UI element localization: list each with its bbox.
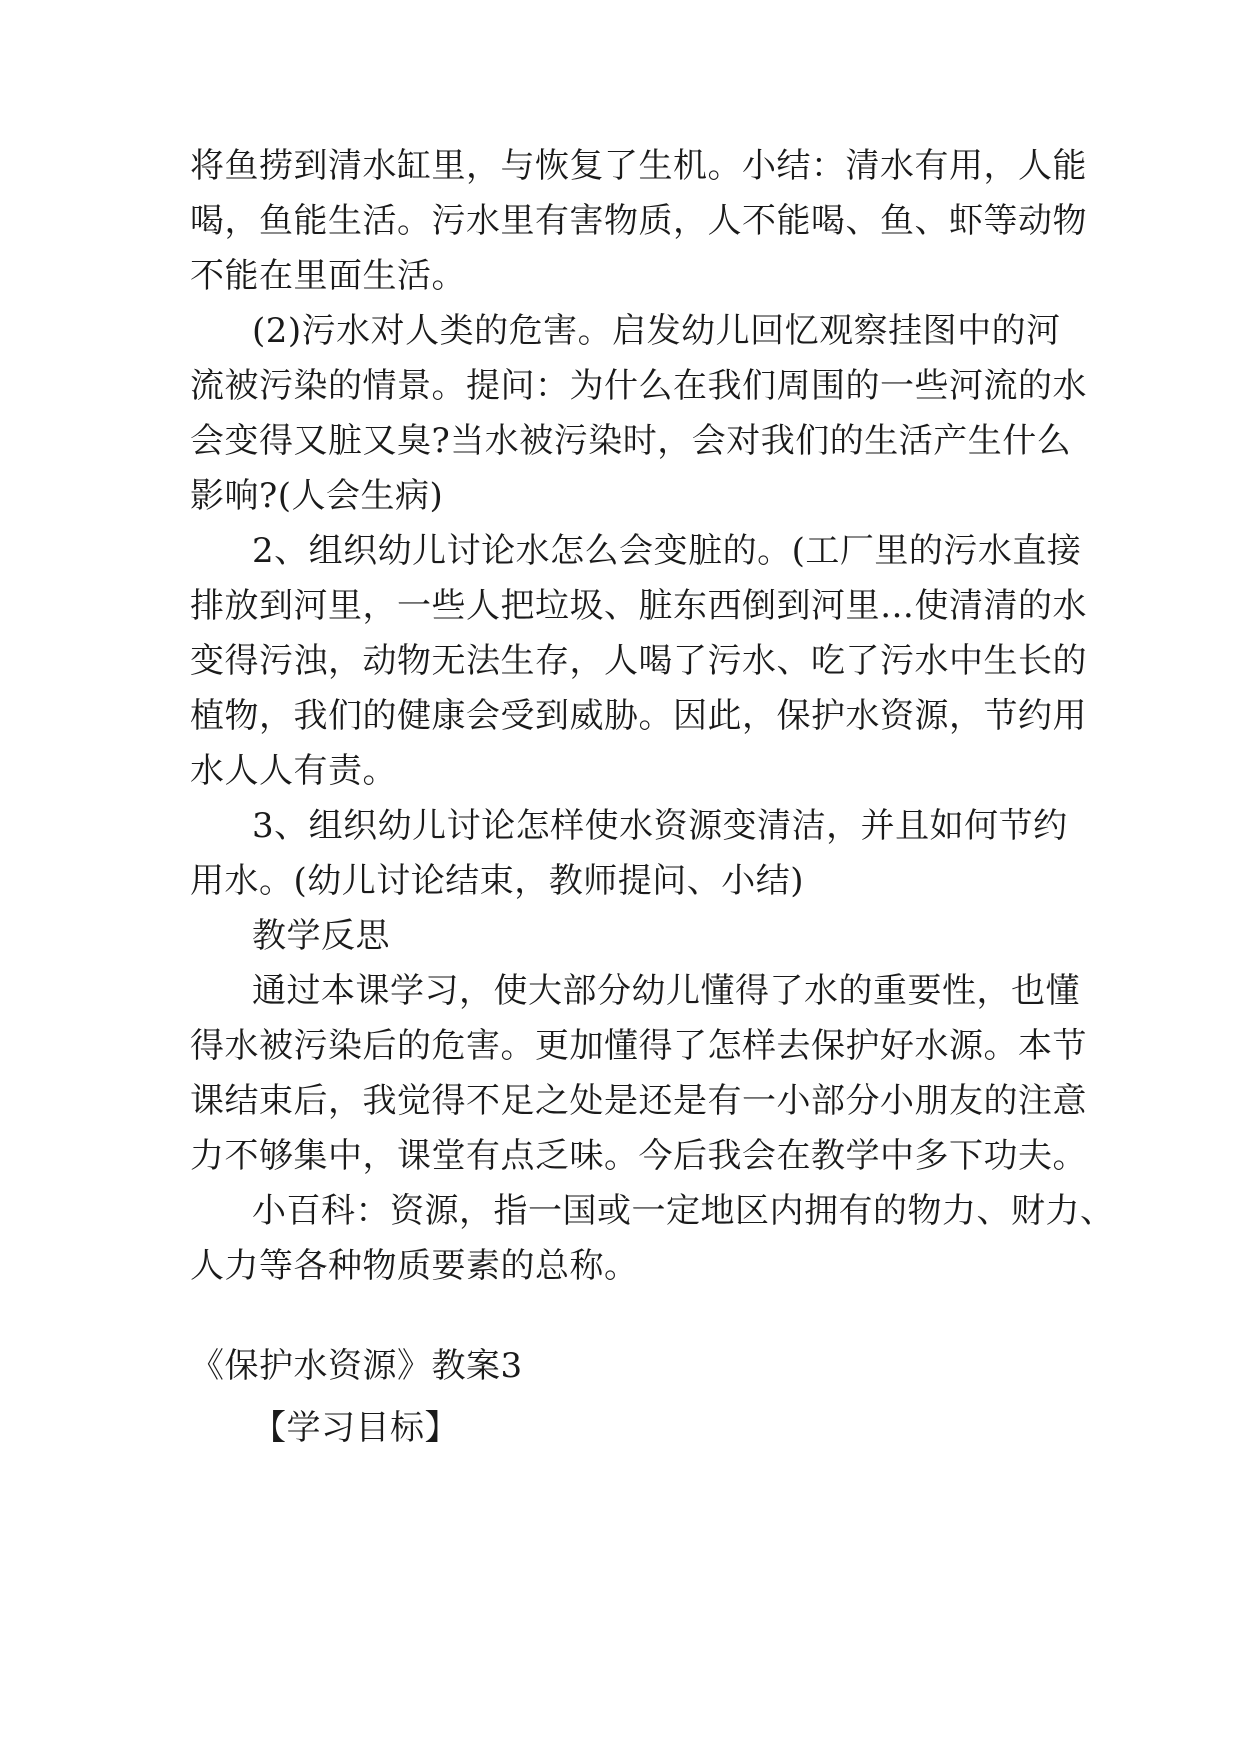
section-heading: 教学反思 [252, 916, 390, 956]
paragraph-line: 用水。(幼儿讨论结束，教师提问、小结) [190, 861, 805, 901]
paragraph-line: 植物，我们的健康会受到威胁。因此，保护水资源，节约用 [190, 696, 1087, 736]
paragraph-line: 通过本课学习，使大部分幼儿懂得了水的重要性，也懂 [252, 971, 1080, 1011]
paragraph-line: 不能在里面生活。 [190, 256, 466, 296]
paragraph-line: 水人人有责。 [190, 751, 397, 791]
paragraph-line: 将鱼捞到清水缸里，与恢复了生机。小结：清水有用，人能 [190, 146, 1087, 186]
section-heading: 【学习目标】 [252, 1408, 459, 1448]
paragraph-line: 喝，鱼能生活。污水里有害物质，人不能喝、鱼、虾等动物 [190, 201, 1087, 241]
paragraph-line: 影响?(人会生病) [190, 476, 444, 516]
paragraph-line: 流被污染的情景。提问：为什么在我们周围的一些河流的水 [190, 366, 1087, 406]
paragraph-line: 3、组织幼儿讨论怎样使水资源变清洁，并且如何节约 [252, 806, 1068, 846]
paragraph-line: 变得污浊，动物无法生存，人喝了污水、吃了污水中生长的 [190, 641, 1087, 681]
paragraph-line: 会变得又脏又臭?当水被污染时，会对我们的生活产生什么 [190, 421, 1072, 461]
paragraph-line: 2、组织幼儿讨论水怎么会变脏的。(工厂里的污水直接 [252, 531, 1082, 571]
paragraph-line: 人力等各种物质要素的总称。 [190, 1246, 639, 1286]
paragraph-line: 小百科：资源，指一国或一定地区内拥有的物力、财力、 [252, 1191, 1115, 1231]
paragraph-line: 力不够集中，课堂有点乏味。今后我会在教学中多下功夫。 [190, 1136, 1087, 1176]
paragraph-line: (2)污水对人类的危害。启发幼儿回忆观察挂图中的河 [252, 311, 1061, 351]
paragraph-line: 课结束后，我觉得不足之处是还是有一小部分小朋友的注意 [190, 1081, 1087, 1121]
paragraph-line: 排放到河里，一些人把垃圾、脏东西倒到河里…使清清的水 [190, 586, 1087, 626]
paragraph-line: 得水被污染后的危害。更加懂得了怎样去保护好水源。本节 [190, 1026, 1087, 1066]
lesson-title: 《保护水资源》教案3 [190, 1346, 523, 1386]
